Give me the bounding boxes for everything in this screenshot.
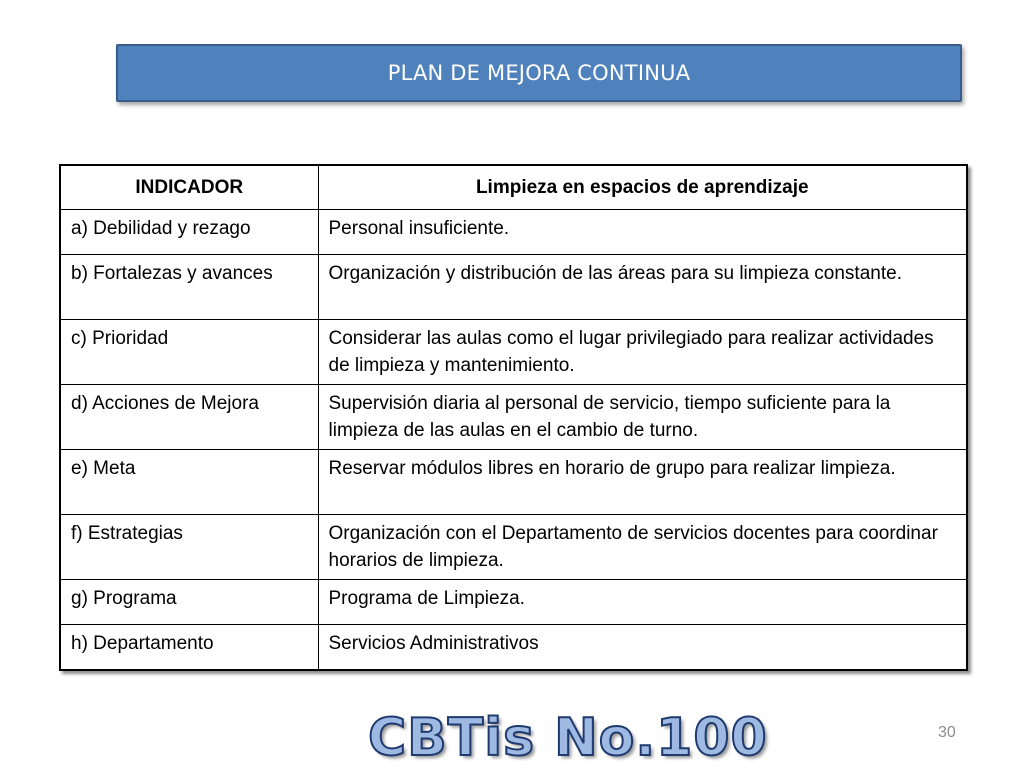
row-label: g) Programa [60,580,318,625]
row-label: b) Fortalezas y avances [60,255,318,320]
row-value: Supervisión diaria al personal de servicio, tiempo suficiente para la limpieza de las aulas en el cambio de turno. [318,385,967,450]
row-label: h) Departamento [60,625,318,671]
row-value: Organización y distribución de las áreas para su limpieza constante. [318,255,967,320]
page-number: 30 [938,724,956,741]
table-row [60,385,967,450]
row-value: Servicios Administrativos [318,625,967,671]
table-row [60,625,967,671]
table-row [60,580,967,625]
row-label: d) Acciones de Mejora [60,385,318,450]
row-value: Personal insuficiente. [318,210,967,255]
row-label: f) Estrategias [60,515,318,580]
row-value: Programa de Limpieza. [318,580,967,625]
row-label: e) Meta [60,450,318,515]
table-row [60,255,967,320]
slide-title: PLAN DE MEJORA CONTINUA [387,61,691,85]
row-value: Organización con el Departamento de servicios docentes para coordinar horarios de limpieza. [318,515,967,580]
table-row [60,450,967,515]
row-value: Reservar módulos libres en horario de grupo para realizar limpieza. [318,450,967,515]
table-header-row [60,165,967,210]
table-row [60,320,967,385]
row-label: c) Prioridad [60,320,318,385]
row-label: a) Debilidad y rezago [60,210,318,255]
table-row [60,515,967,580]
school-logo-text: CBTis No.100 [368,708,768,768]
header-indicator: INDICADOR [60,165,318,210]
improvement-plan-table [59,164,968,671]
slide-title-banner [116,44,962,102]
table-row [60,210,967,255]
header-topic: Limpieza en espacios de aprendizaje [318,165,967,210]
row-value: Considerar las aulas como el lugar privilegiado para realizar actividades de limpieza y mantenimiento. [318,320,967,385]
